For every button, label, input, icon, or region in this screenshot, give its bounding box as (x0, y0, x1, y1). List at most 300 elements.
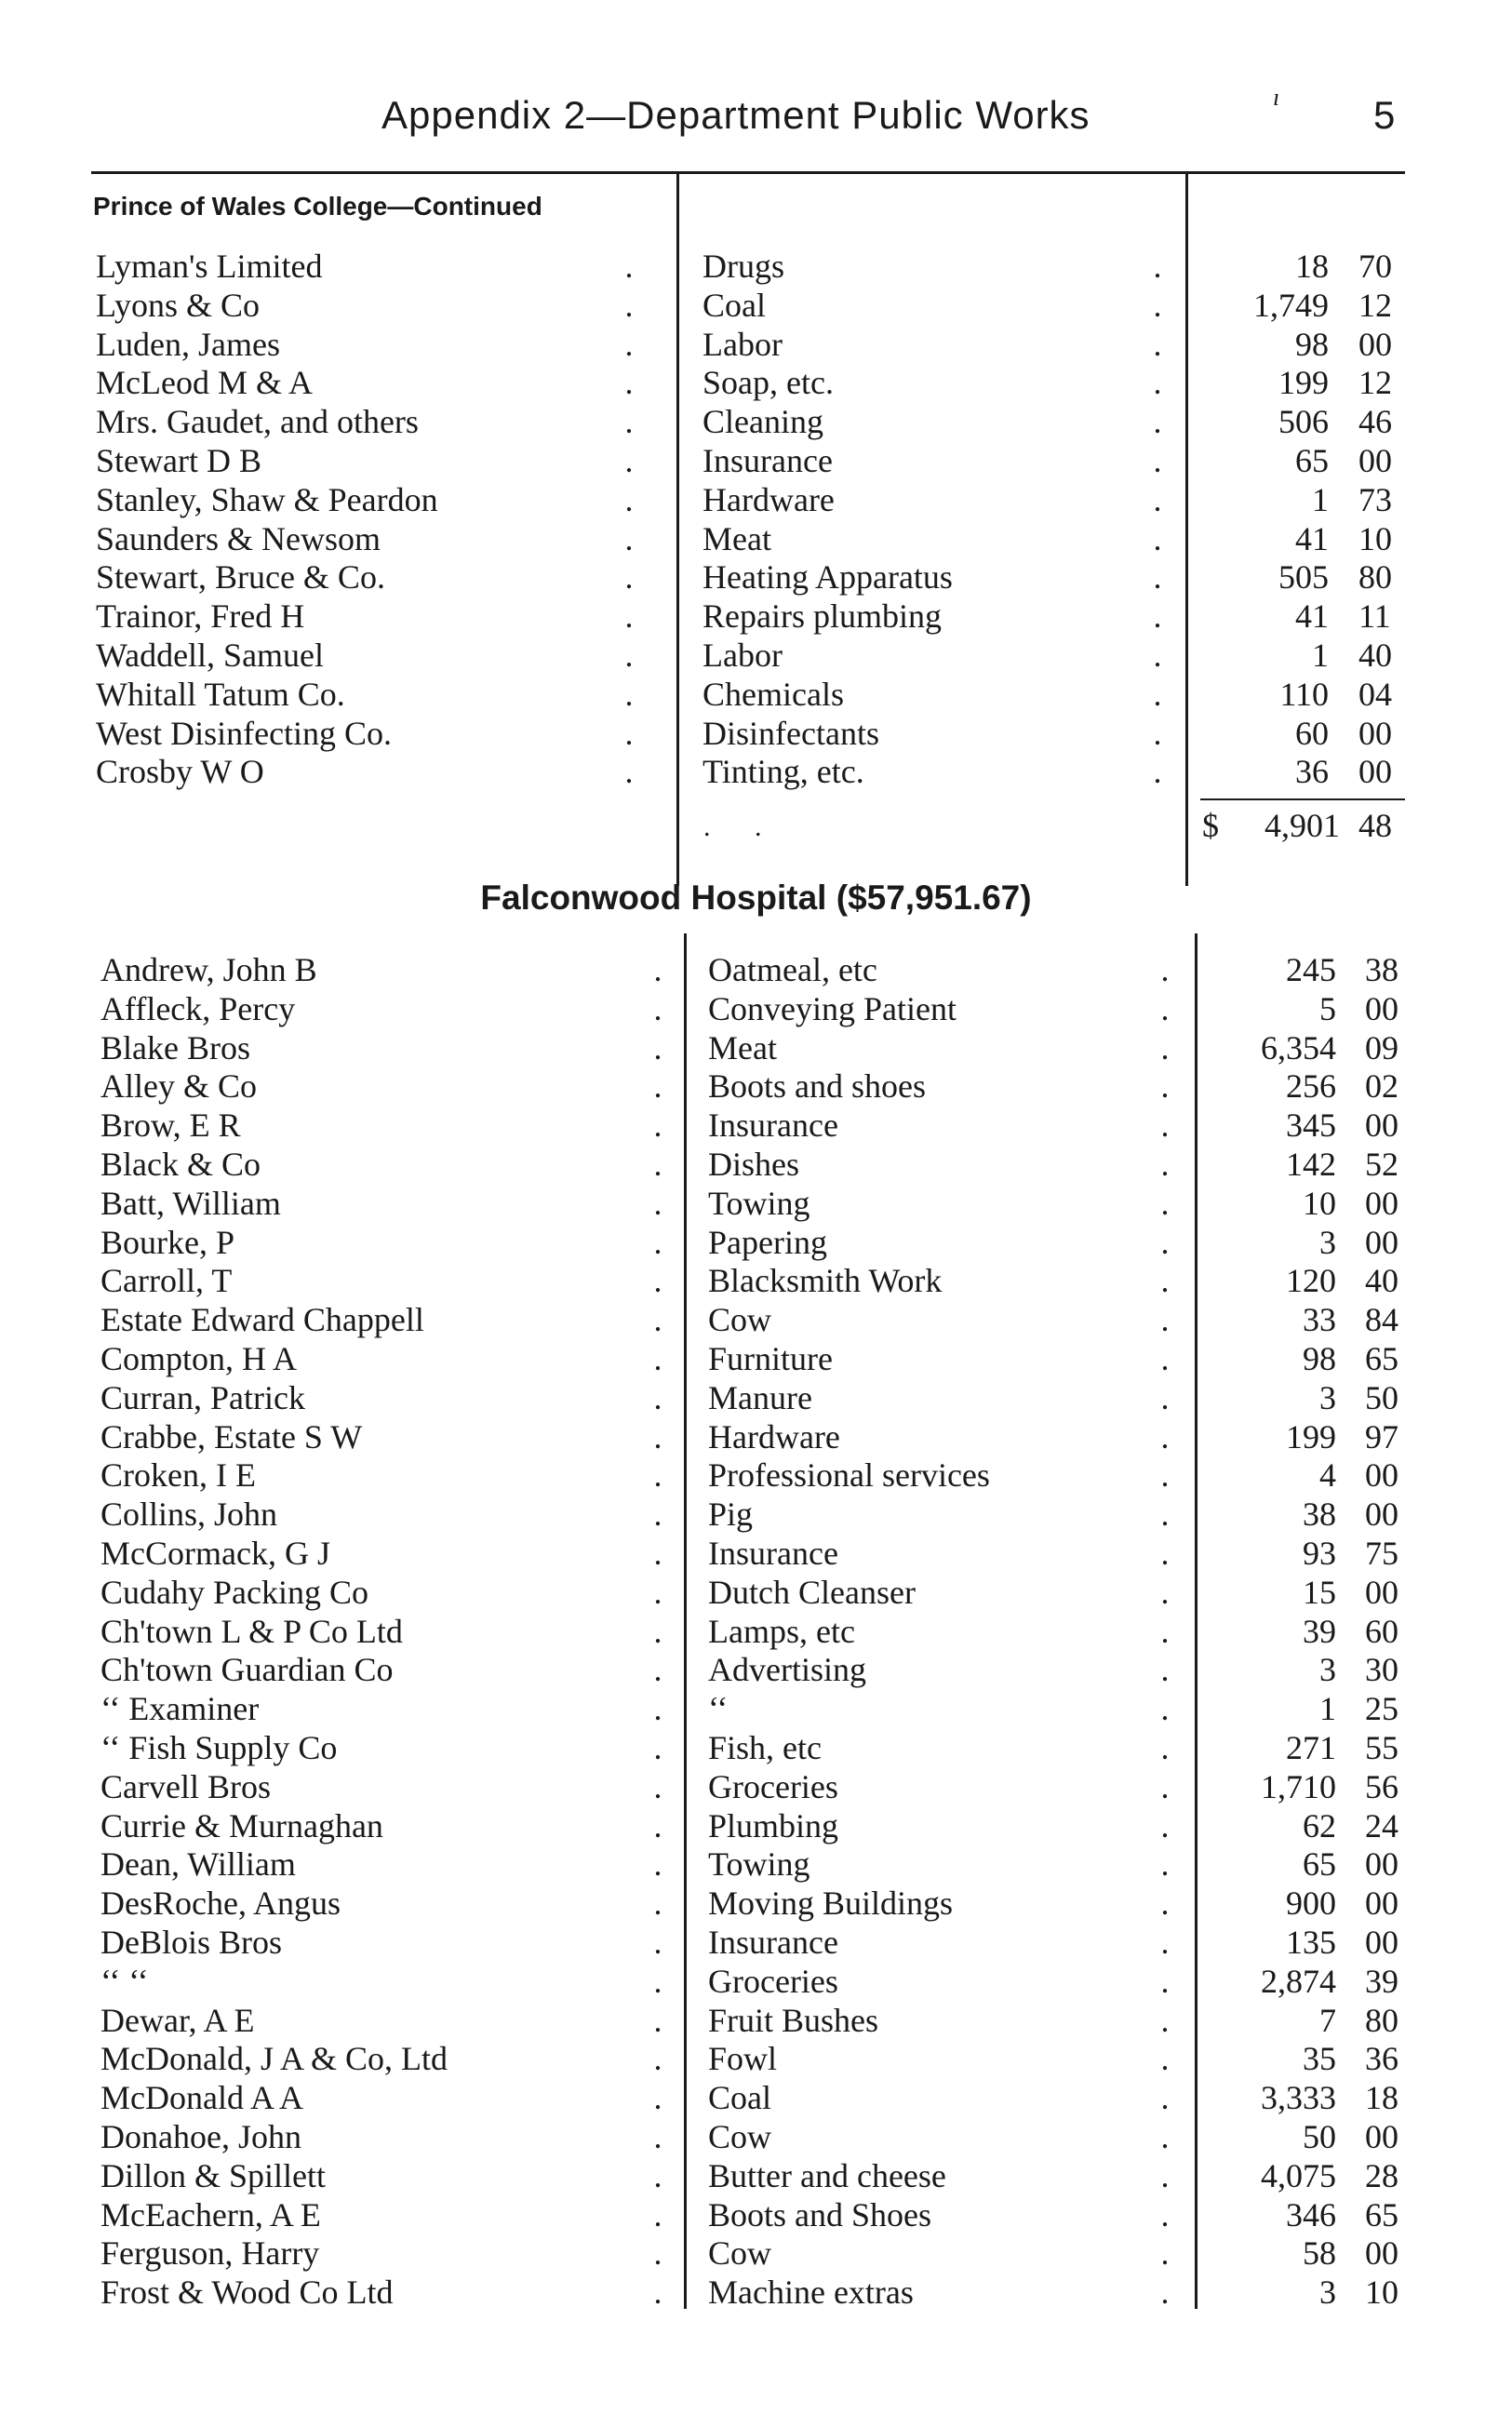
leader-dot: . (653, 2001, 662, 2039)
ledger-row (0, 989, 1512, 1028)
leader-dot: . (1153, 597, 1162, 636)
page-title: Appendix 2—Department Public Works (381, 93, 1091, 137)
amount-cents: 40 (1358, 637, 1392, 674)
amount-cents: 00 (1365, 1184, 1398, 1222)
amount-dollars: 65 (1303, 1845, 1336, 1884)
amount-dollars: 1 (1312, 480, 1329, 518)
leader-dot: . (653, 1729, 662, 1766)
item-description: Dutch Cleanser (708, 1573, 916, 1611)
leader-dot: . (653, 2079, 662, 2117)
ledger-row (0, 1923, 1512, 1962)
leader-dot: . (1160, 1028, 1170, 1066)
ledger-row (0, 1806, 1512, 1845)
amount-cents: 12 (1358, 286, 1392, 324)
payee-name: Ch'town L & P Co Ltd (100, 1612, 403, 1650)
amount-cents: 28 (1365, 2156, 1398, 2194)
payee-name: Saunders & Newsom (96, 519, 381, 557)
amount-dollars: 256 (1286, 1067, 1336, 1106)
leader-dot: . (1160, 2001, 1170, 2039)
ledger-row (0, 950, 1512, 989)
leader-dot: . (1160, 1184, 1170, 1222)
ledger-row (0, 2233, 1512, 2273)
leader-dot: . (653, 951, 662, 988)
leader-dot: . (1160, 1340, 1170, 1377)
leader-dot: . (624, 714, 634, 752)
payee-name: Brow, E R (100, 1107, 241, 1145)
amount-cents: 40 (1365, 1262, 1398, 1300)
leader-dot: . (653, 1301, 662, 1339)
amount-dollars: 33 (1303, 1301, 1336, 1339)
payee-name: Luden, James (96, 325, 280, 363)
item-description: Dishes (708, 1146, 799, 1183)
amount-dollars: 900 (1286, 1885, 1336, 1923)
amount-cents: 36 (1365, 2040, 1398, 2078)
leader-dot: . (1153, 442, 1162, 479)
amount-cents: 10 (1358, 519, 1392, 557)
leader-dot: . (1160, 1962, 1170, 2000)
leader-dot: . (1160, 1612, 1170, 1650)
total-dollar-sign: $ (1202, 807, 1219, 844)
leader-dot: . (1160, 1885, 1170, 1923)
amount-cents: 56 (1365, 1767, 1398, 1805)
ledger-row (0, 714, 1512, 753)
item-description: Machine extras (708, 2274, 914, 2312)
payee-name: Bourke, P (100, 1223, 234, 1261)
amount-dollars: 50 (1303, 2118, 1336, 2155)
item-description: Towing (708, 1845, 810, 1884)
item-description: Lamps, etc (708, 1612, 855, 1650)
leader-dot: . (1160, 1535, 1170, 1572)
amount-cents: 11 (1358, 597, 1391, 636)
leader-dot: . (624, 286, 634, 324)
leader-dot: . (653, 1962, 662, 2000)
payee-name: ‘‘ Examiner (100, 1690, 260, 1728)
leader-dot: . (653, 1067, 662, 1106)
amount-cents: 00 (1365, 2234, 1398, 2273)
item-description: Labor (702, 325, 783, 363)
amount-dollars: 36 (1295, 753, 1329, 791)
amount-dollars: 506 (1278, 403, 1329, 441)
leader-dot: . (653, 1340, 662, 1377)
header-rule (91, 171, 1405, 174)
ledger-row (0, 325, 1512, 364)
payee-name: Batt, William (100, 1184, 281, 1222)
amount-cents: 00 (1365, 1924, 1398, 1961)
ledger-row (0, 2001, 1512, 2040)
total-ticks: . . (703, 812, 781, 842)
leader-dot: . (1160, 2156, 1170, 2194)
payee-name: Blake Bros (100, 1028, 250, 1066)
ledger-row (0, 636, 1512, 675)
payee-name: Mrs. Gaudet, and others (96, 403, 419, 441)
item-description: Advertising (708, 1651, 866, 1689)
payee-name: McDonald, J A & Co, Ltd (100, 2040, 448, 2078)
leader-dot: . (1153, 248, 1162, 285)
payee-name: Frost & Wood Co Ltd (100, 2274, 394, 2312)
payee-name: Croken, I E (100, 1456, 256, 1495)
payee-name: Carvell Bros (100, 1767, 271, 1805)
item-description: Groceries (708, 1962, 838, 2000)
ledger-row (0, 1767, 1512, 1806)
amount-cents: 52 (1365, 1146, 1398, 1183)
amount-dollars: 18 (1295, 248, 1329, 285)
page-number: 5 (1373, 93, 1396, 137)
amount-dollars: 142 (1286, 1146, 1336, 1183)
amount-cents: 75 (1365, 1535, 1398, 1572)
item-description: Moving Buildings (708, 1885, 954, 1923)
leader-dot: . (653, 989, 662, 1027)
leader-dot: . (653, 1378, 662, 1416)
amount-dollars: 4 (1319, 1456, 1336, 1495)
leader-dot: . (653, 2234, 662, 2273)
item-description: Meat (702, 519, 771, 557)
ledger-row (0, 1339, 1512, 1378)
leader-dot: . (1160, 2040, 1170, 2078)
amount-cents: 00 (1358, 753, 1392, 791)
ledger-row (0, 1106, 1512, 1145)
leader-dot: . (1160, 1729, 1170, 1766)
item-description: Professional services (708, 1456, 990, 1495)
item-description: Hardware (708, 1417, 840, 1455)
leader-dot: . (1160, 1767, 1170, 1805)
leader-dot: . (1160, 1417, 1170, 1455)
amount-cents: 10 (1365, 2274, 1398, 2312)
leader-dot: . (1153, 403, 1162, 441)
ledger-row (0, 363, 1512, 402)
payee-name: ‘‘ Fish Supply Co (100, 1729, 338, 1766)
item-description: Oatmeal, etc (708, 951, 877, 988)
amount-dollars: 110 (1279, 675, 1329, 713)
payee-name: DesRoche, Angus (100, 1885, 341, 1923)
leader-dot: . (1160, 1496, 1170, 1534)
payee-name: Stewart D B (96, 442, 261, 479)
amount-dollars: 4,075 (1261, 2156, 1336, 2194)
leader-dot: . (1160, 1223, 1170, 1261)
leader-dot: . (653, 2118, 662, 2155)
ledger-row (0, 480, 1512, 519)
item-description: Furniture (708, 1340, 833, 1377)
amount-dollars: 3,333 (1261, 2079, 1336, 2117)
leader-dot: . (1153, 325, 1162, 363)
amount-dollars: 1 (1319, 1690, 1336, 1728)
leader-dot: . (1160, 2234, 1170, 2273)
leader-dot: . (653, 1456, 662, 1495)
amount-dollars: 199 (1278, 364, 1329, 402)
amount-dollars: 345 (1286, 1107, 1336, 1145)
amount-cents: 84 (1365, 1301, 1398, 1339)
leader-dot: . (653, 2195, 662, 2233)
payee-name: Stewart, Bruce & Co. (96, 558, 385, 597)
leader-dot: . (653, 1535, 662, 1572)
ledger-row (0, 1689, 1512, 1728)
ledger-row (0, 1417, 1512, 1456)
item-description: Cow (708, 2118, 772, 2155)
amount-dollars: 41 (1295, 597, 1329, 636)
item-description: Meat (708, 1028, 777, 1066)
total-rule (1200, 798, 1405, 800)
leader-dot: . (1160, 1067, 1170, 1106)
amount-dollars: 271 (1286, 1729, 1336, 1766)
leader-dot: . (1153, 480, 1162, 518)
amount-dollars: 1,749 (1253, 286, 1329, 324)
ledger-row (0, 1261, 1512, 1300)
total-dollars: 4,901 (1264, 807, 1340, 844)
ledger-row (0, 286, 1512, 325)
amount-cents: 50 (1365, 1378, 1398, 1416)
payee-name: DeBlois Bros (100, 1924, 283, 1961)
leader-dot: . (653, 1612, 662, 1650)
payee-name: Collins, John (100, 1496, 278, 1534)
ledger-row (0, 557, 1512, 597)
amount-cents: 25 (1365, 1690, 1398, 1728)
leader-dot: . (624, 442, 634, 479)
payee-name: Affleck, Percy (100, 989, 296, 1027)
amount-cents: 02 (1365, 1067, 1398, 1106)
leader-dot: . (624, 753, 634, 791)
amount-dollars: 346 (1286, 2195, 1336, 2233)
ledger-row (0, 597, 1512, 636)
item-description: Insurance (708, 1924, 838, 1961)
amount-dollars: 35 (1303, 2040, 1336, 2078)
item-description: Towing (708, 1184, 810, 1222)
leader-dot: . (653, 1184, 662, 1222)
payee-name: Alley & Co (100, 1067, 257, 1106)
ledger-row (0, 1884, 1512, 1923)
amount-dollars: 15 (1303, 1573, 1336, 1611)
amount-cents: 60 (1365, 1612, 1398, 1650)
leader-dot: . (653, 2040, 662, 2078)
payee-name: Currie & Murnaghan (100, 1806, 383, 1844)
payee-name: Compton, H A (100, 1340, 298, 1377)
amount-dollars: 39 (1303, 1612, 1336, 1650)
amount-cents: 00 (1365, 1223, 1398, 1261)
item-description: Groceries (708, 1767, 838, 1805)
item-description: Insurance (708, 1107, 838, 1145)
amount-cents: 12 (1358, 364, 1392, 402)
amount-cents: 00 (1365, 1456, 1398, 1495)
amount-dollars: 3 (1319, 1223, 1336, 1261)
item-description: Repairs plumbing (702, 597, 942, 636)
payee-name: West Disinfecting Co. (96, 714, 393, 752)
amount-cents: 65 (1365, 2195, 1398, 2233)
amount-dollars: 5 (1319, 989, 1336, 1027)
amount-dollars: 98 (1303, 1340, 1336, 1377)
leader-dot: . (653, 1806, 662, 1844)
item-description: Plumbing (708, 1806, 839, 1844)
payee-name: Andrew, John B (100, 951, 317, 988)
payee-name: Dillon & Spillett (100, 2156, 327, 2194)
amount-dollars: 505 (1278, 558, 1329, 597)
amount-dollars: 245 (1286, 951, 1336, 988)
ledger-row (0, 402, 1512, 441)
leader-dot: . (653, 1262, 662, 1300)
amount-cents: 00 (1365, 1573, 1398, 1611)
margin-mark: ı (1273, 84, 1280, 111)
payee-name: Crabbe, Estate S W (100, 1417, 363, 1455)
item-description: Fruit Bushes (708, 2001, 879, 2039)
ledger-row (0, 1534, 1512, 1573)
item-description: Coal (702, 286, 766, 324)
leader-dot: . (1160, 1107, 1170, 1145)
amount-cents: 00 (1365, 2118, 1398, 2155)
payee-name: McLeod M & A (96, 364, 313, 402)
leader-dot: . (1153, 558, 1162, 597)
amount-dollars: 58 (1303, 2234, 1336, 2273)
leader-dot: . (1160, 1806, 1170, 1844)
amount-cents: 65 (1365, 1340, 1398, 1377)
leader-dot: . (1153, 675, 1162, 713)
payee-name: Carroll, T (100, 1262, 233, 1300)
amount-cents: 24 (1365, 1806, 1398, 1844)
leader-dot: . (624, 597, 634, 636)
item-description: Manure (708, 1378, 812, 1416)
leader-dot: . (1160, 1690, 1170, 1728)
amount-cents: 00 (1365, 1845, 1398, 1884)
leader-dot: . (1153, 364, 1162, 402)
amount-dollars: 60 (1295, 714, 1329, 752)
item-description: Insurance (702, 442, 833, 479)
amount-cents: 55 (1365, 1729, 1398, 1766)
payee-name: Cudahy Packing Co (100, 1573, 368, 1611)
leader-dot: . (1160, 1301, 1170, 1339)
leader-dot: . (1153, 637, 1162, 674)
leader-dot: . (653, 2156, 662, 2194)
payee-name: Dean, William (100, 1845, 296, 1884)
leader-dot: . (624, 403, 634, 441)
leader-dot: . (653, 1690, 662, 1728)
ledger-row (0, 1844, 1512, 1884)
page-header (0, 84, 1512, 149)
payee-name: McCormack, G J (100, 1535, 330, 1572)
payee-name: Dewar, A E (100, 2001, 255, 2039)
amount-cents: 09 (1365, 1028, 1398, 1066)
leader-dot: . (653, 1028, 662, 1066)
ledger-row (0, 519, 1512, 558)
item-description: Drugs (702, 248, 784, 285)
ledger-row (0, 2078, 1512, 2117)
leader-dot: . (653, 1417, 662, 1455)
ledger-row (0, 441, 1512, 480)
payee-name: Lyman's Limited (96, 248, 323, 285)
amount-dollars: 65 (1295, 442, 1329, 479)
leader-dot: . (624, 364, 634, 402)
leader-dot: . (653, 2274, 662, 2312)
amount-dollars: 6,354 (1261, 1028, 1336, 1066)
amount-cents: 80 (1358, 558, 1392, 597)
ledger-row (0, 1455, 1512, 1495)
leader-dot: . (653, 1146, 662, 1183)
amount-dollars: 10 (1303, 1184, 1336, 1222)
item-description: Conveying Patient (708, 989, 957, 1027)
amount-cents: 80 (1365, 2001, 1398, 2039)
item-description: Hardware (702, 480, 835, 518)
leader-dot: . (1160, 1651, 1170, 1689)
item-description: Cow (708, 1301, 772, 1339)
item-description: Tinting, etc. (702, 753, 864, 791)
amount-dollars: 199 (1286, 1417, 1336, 1455)
leader-dot: . (1160, 1146, 1170, 1183)
leader-dot: . (653, 1223, 662, 1261)
ledger-row (0, 675, 1512, 714)
ledger-row (0, 1300, 1512, 1339)
leader-dot: . (1160, 989, 1170, 1027)
total-cents: 48 (1358, 807, 1392, 844)
ledger-row (0, 2156, 1512, 2195)
payee-name: Stanley, Shaw & Peardon (96, 480, 438, 518)
payee-name: Estate Edward Chappell (100, 1301, 424, 1339)
payee-name: Trainor, Fred H (96, 597, 305, 636)
amount-cents: 00 (1365, 1885, 1398, 1923)
amount-cents: 38 (1365, 951, 1398, 988)
item-description: Fowl (708, 2040, 778, 2078)
payee-name: Ch'town Guardian Co (100, 1651, 394, 1689)
item-description: Cow (708, 2234, 772, 2273)
amount-cents: 46 (1358, 403, 1392, 441)
payee-name: McDonald A A (100, 2079, 304, 2117)
amount-dollars: 98 (1295, 325, 1329, 363)
ledger-row (0, 1184, 1512, 1223)
payee-name: Whitall Tatum Co. (96, 675, 345, 713)
amount-cents: 00 (1365, 1496, 1398, 1534)
leader-dot: . (653, 1767, 662, 1805)
item-description: Blacksmith Work (708, 1262, 943, 1300)
amount-dollars: 3 (1319, 1651, 1336, 1689)
leader-dot: . (1160, 1262, 1170, 1300)
amount-dollars: 93 (1303, 1535, 1336, 1572)
amount-cents: 39 (1365, 1962, 1398, 2000)
leader-dot: . (653, 1573, 662, 1611)
leader-dot: . (624, 248, 634, 285)
leader-dot: . (653, 1845, 662, 1884)
leader-dot: . (653, 1924, 662, 1961)
item-description: Labor (702, 637, 783, 674)
payee-name: Donahoe, John (100, 2118, 301, 2155)
amount-cents: 04 (1358, 675, 1392, 713)
ledger-row (0, 2273, 1512, 2312)
item-description: Insurance (708, 1535, 838, 1572)
item-description: Fish, etc (708, 1729, 822, 1766)
leader-dot: . (1153, 286, 1162, 324)
item-description: Chemicals (702, 675, 844, 713)
item-description: Heating Apparatus (702, 558, 953, 597)
ledger-row (0, 2195, 1512, 2234)
leader-dot: . (1160, 1845, 1170, 1884)
item-description: Boots and shoes (708, 1067, 926, 1106)
amount-cents: 70 (1358, 248, 1392, 285)
leader-dot: . (1153, 753, 1162, 791)
leader-dot: . (1160, 951, 1170, 988)
leader-dot: . (624, 480, 634, 518)
leader-dot: . (1160, 1924, 1170, 1961)
amount-dollars: 135 (1286, 1924, 1336, 1961)
amount-dollars: 3 (1319, 1378, 1336, 1416)
amount-cents: 97 (1365, 1417, 1398, 1455)
item-description: Pig (708, 1496, 754, 1534)
amount-dollars: 41 (1295, 519, 1329, 557)
payee-name: Lyons & Co (96, 286, 261, 324)
amount-cents: 00 (1358, 714, 1392, 752)
ledger-row (0, 1378, 1512, 1417)
ledger-row (0, 1495, 1512, 1534)
item-description: Soap, etc. (702, 364, 834, 402)
section-heading-falconwood: Falconwood Hospital ($57,951.67) (480, 879, 1032, 917)
amount-dollars: 38 (1303, 1496, 1336, 1534)
ledger-row (0, 1573, 1512, 1612)
payee-name: Waddell, Samuel (96, 637, 325, 674)
ledger-row (0, 1145, 1512, 1184)
amount-cents: 00 (1358, 442, 1392, 479)
amount-cents: 00 (1365, 1107, 1398, 1145)
